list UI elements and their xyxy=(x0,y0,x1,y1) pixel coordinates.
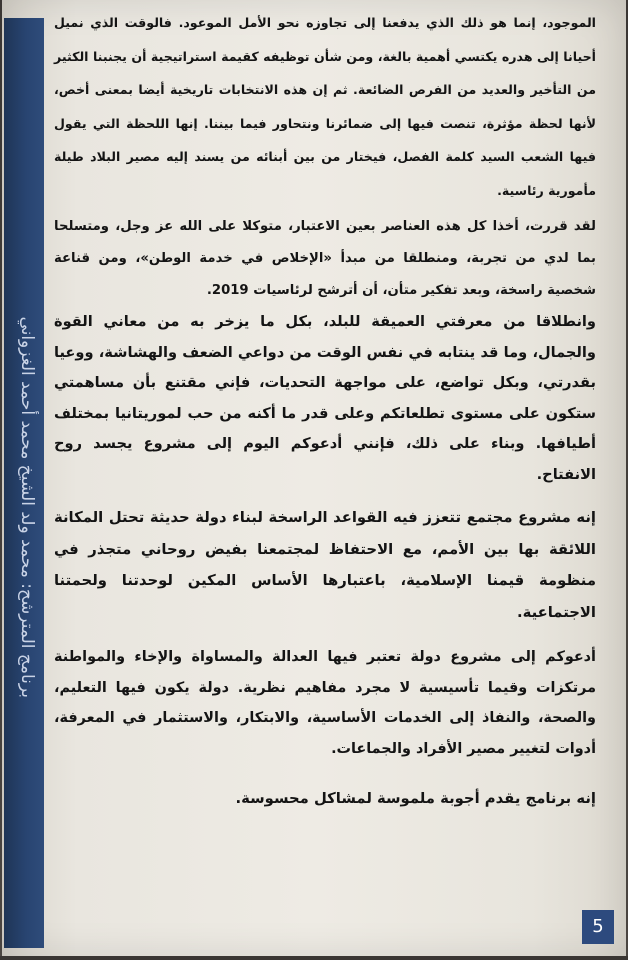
paragraph-3: وانطلاقا من معرفتي العميقة للبلد، بكل ما يزخر به من معاني القوة والجمال، وما قد ينتابه في نفس الوقت من دواعي الضعف والهشاشة، ووعيا بقدرتي، وبكل تواضع، على مواجهة التحديات، فإني مقتنع بأن مساهمتي ستكون على مستوى تطلعاتكم وعلى قدر ما أكنه من حب لموريتانيا بمختلف أطيافها. وبناء على ذلك، فإنني أدعوكم اليوم إلى مشروع يجسد روح الانفتاح. xyxy=(54,313,596,483)
paragraph-6: إنه برنامج يقدم أجوبة ملموسة لمشاكل محسوسة. xyxy=(235,790,596,807)
spine-title: برنامج المترشح: محمد ولد الشيخ محمد أحمد الغزواني xyxy=(17,316,37,698)
page-spine-band xyxy=(4,18,44,948)
paragraph-5: أدعوكم إلى مشروع دولة تعتبر فيها العدالة والمساواة والإخاء والمواطنة مرتكزات وقيما تأسيسية لا مجرد مفاهيم نظرية. دولة يكون فيها التعليم، والصحة، والنفاذ إلى الخدمات الأساسية، والابتكار، والاستثمار في المعرفة، أدوات لتغيير مصير الأفراد والجماعات. xyxy=(54,649,596,757)
body-text xyxy=(54,6,596,814)
paragraph-2: لقد قررت، أخذا كل هذه العناصر بعين الاعتبار، متوكلا على الله عز وجل، ومتسلحا بما لدي من تجربة، ومنطلقا من مبدأ «الإخلاص في خدمة الوطن»، ومن قناعة شخصية راسخة، وبعد تفكير متأن، أن أترشح لرئاسيات 2019. xyxy=(54,219,596,298)
bottom-shadow xyxy=(0,956,628,960)
paragraph-4: إنه مشروع مجتمع تتعزز فيه القواعد الراسخة لبناء دولة حديثة تحتل المكانة اللائقة بها بين الأمم، مع الاحتفاظ لمجتمعنا بفيض روحاني متجذر في منظومة قيمنا الإسلامية، باعتبارها الأساس المكين لوحدتنا ولحمتنا الاجتماعية. xyxy=(54,509,596,621)
book-page xyxy=(2,0,626,958)
paragraph-1: الموجود، إنما هو ذلك الذي يدفعنا إلى تجاوزه نحو الأمل الموعود. فالوقت الذي نميل أحيانا إلى هدره يكتسي أهمية بالغة، ومن شأن توظيفه كقيمة استراتيجية أن يجنبنا الكثير من التأخير والعديد من الفرص الضائعة. ثم إن هذه الانتخابات تاريخية أيضا بمعنى أخص، لأنها لحظة مؤثرة، تنصت فيها إلى ضمائرنا ونتحاور فيما بيننا. إنها اللحظة التي يقول فيها الشعب السيد كلمة الفصل، فيختار من بين أبنائه من يسند إليه مصير البلاد طيلة مأمورية رئاسية. xyxy=(54,15,596,198)
page-number: 5 xyxy=(582,910,614,944)
